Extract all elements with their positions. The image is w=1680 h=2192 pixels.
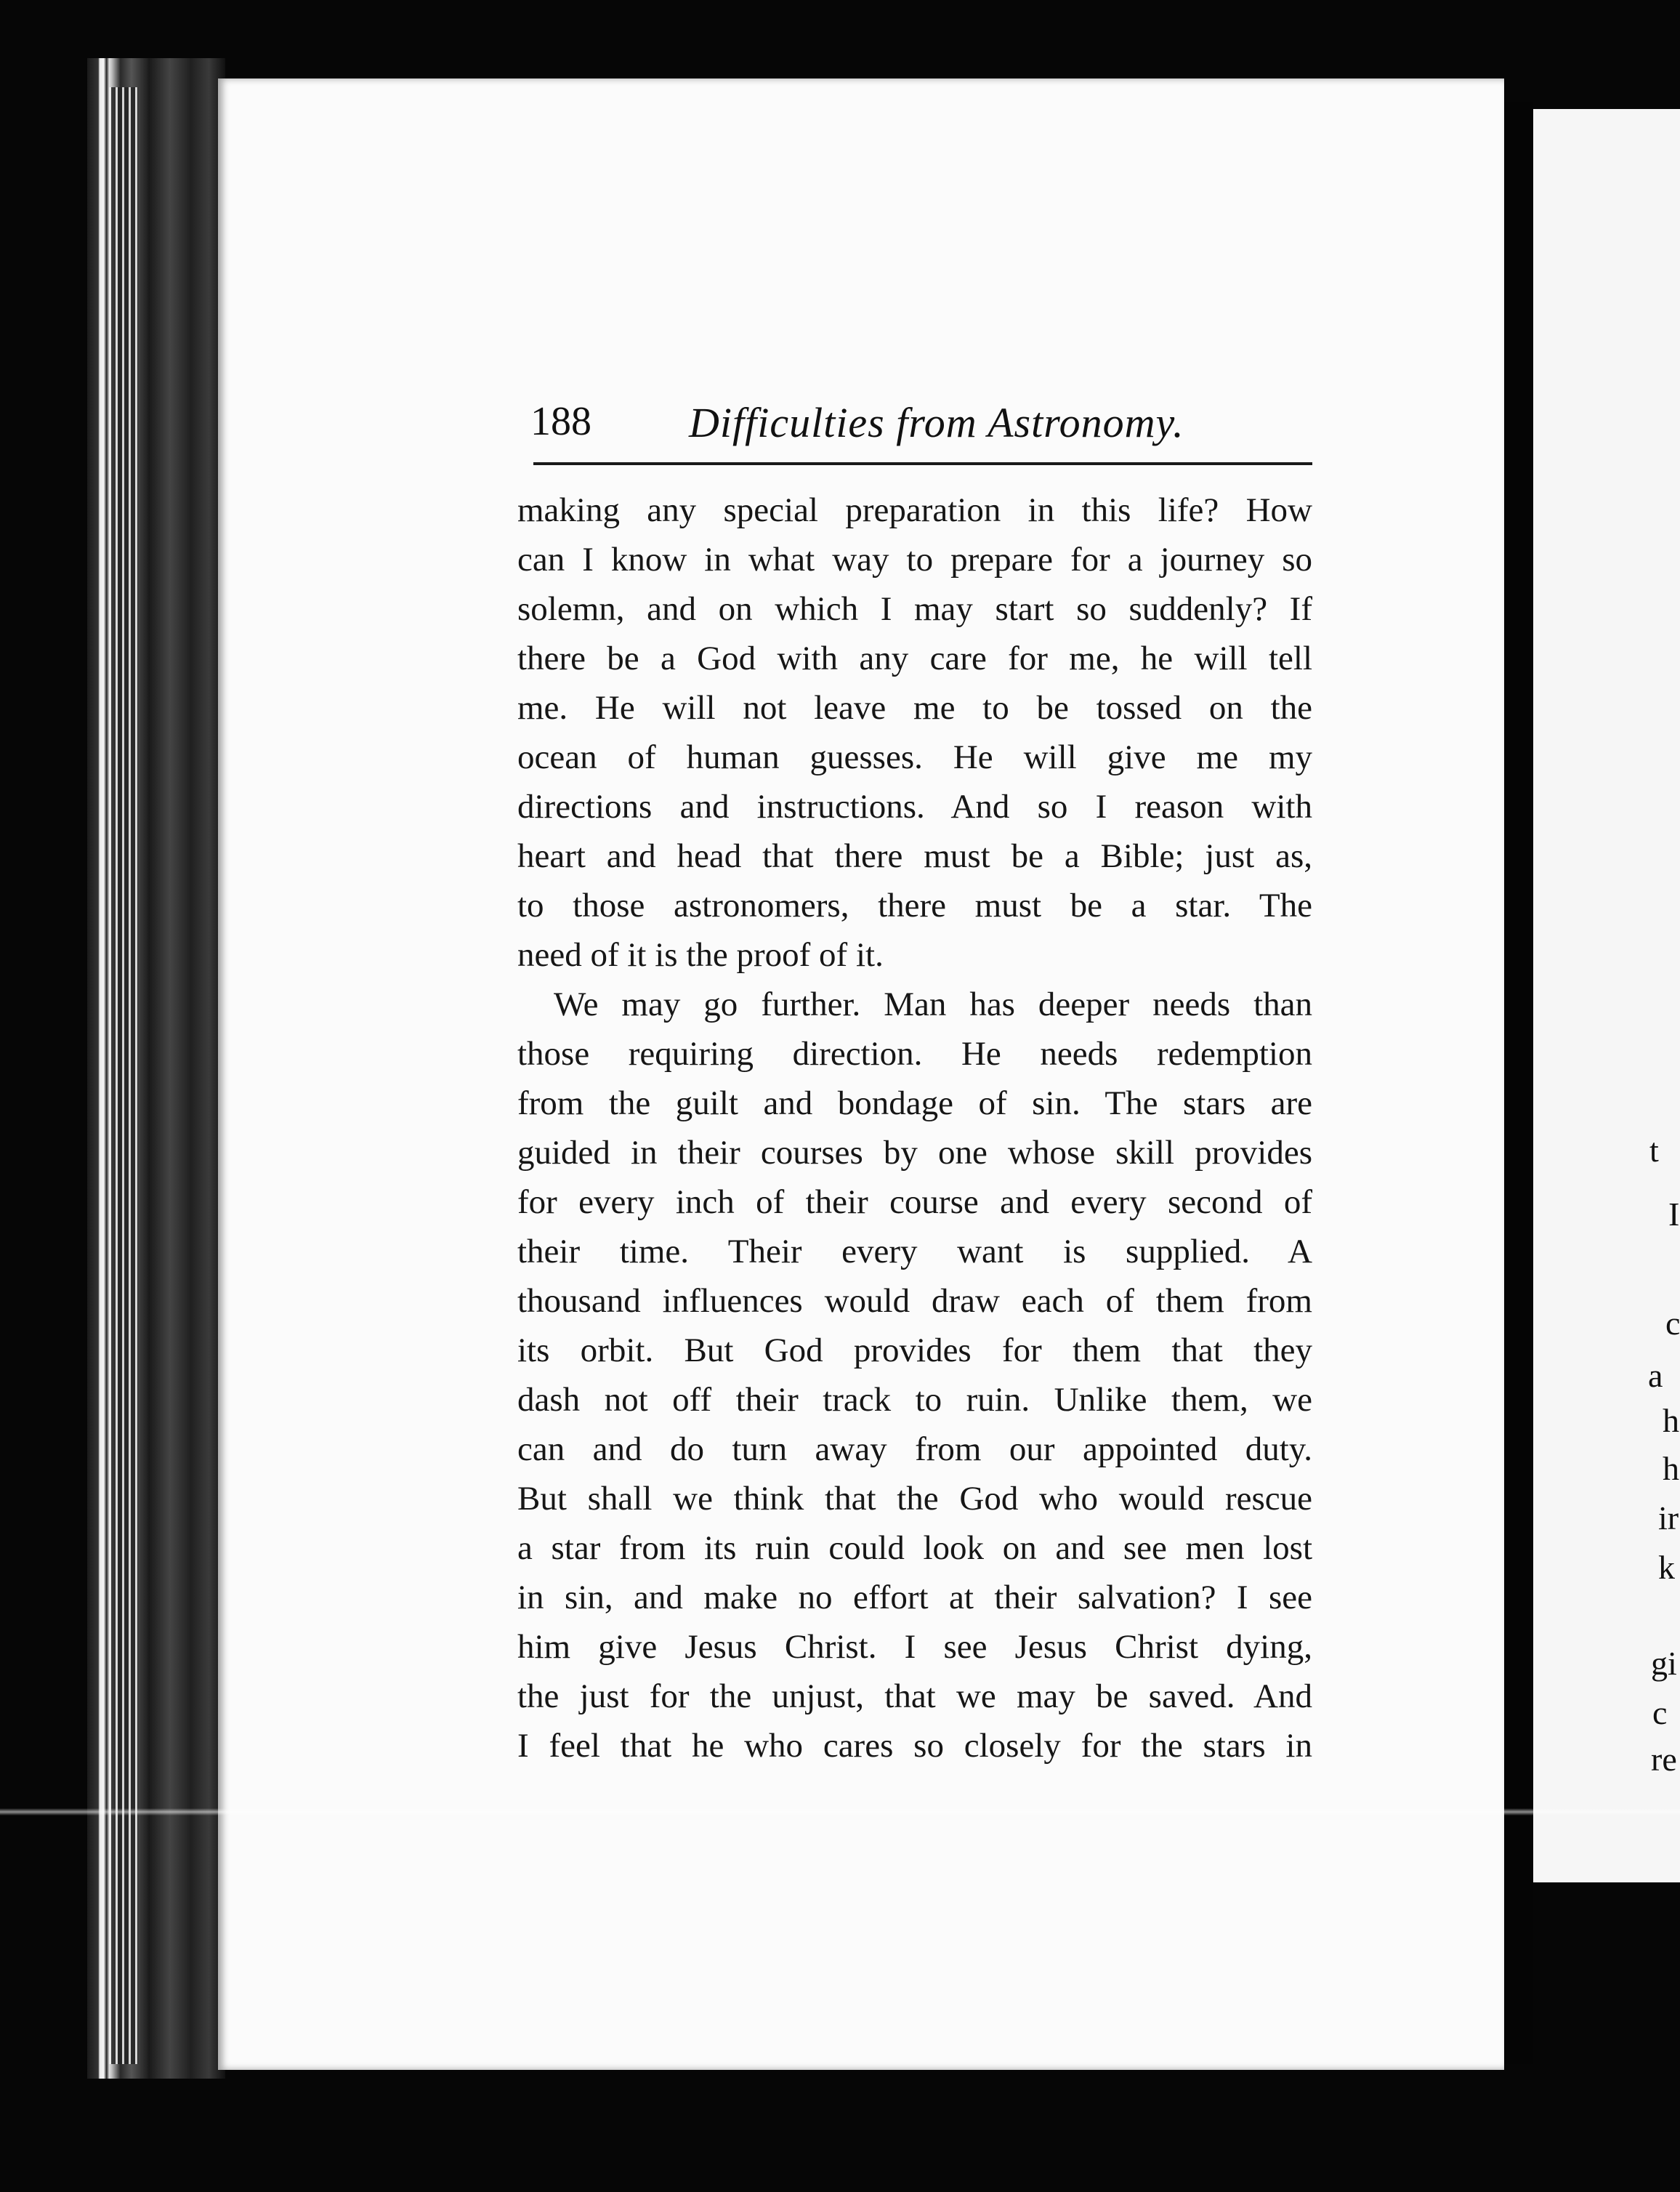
text-line: thousand influences would draw each of them from <box>517 1282 1312 1320</box>
facing-fragment: gi <box>1651 1645 1677 1682</box>
running-title: Difficulties from Astronomy. <box>689 399 1184 446</box>
facing-fragment: a <box>1648 1357 1663 1394</box>
text-line: can I know in what way to prepare for a journey so <box>517 541 1312 579</box>
text-line: me. He will not leave me to be tossed on the <box>517 689 1312 727</box>
text-line: guided in their courses by one whose skill provides <box>517 1134 1312 1172</box>
facing-fragment: re <box>1651 1741 1677 1778</box>
page-number: 188 <box>530 399 591 444</box>
facing-page <box>1533 109 1680 1882</box>
page-edges <box>109 87 138 2064</box>
facing-fragment: I <box>1668 1196 1680 1233</box>
text-line: dash not off their track to ruin. Unlike them, we <box>517 1381 1312 1419</box>
head-rule <box>533 462 1312 465</box>
text-line: to those astronomers, there must be a star. The <box>517 887 1312 924</box>
text-line: there be a God with any care for me, he will tell <box>517 640 1312 677</box>
text-line: directions and instructions. And so I reason with <box>517 788 1312 826</box>
book-page-stack <box>87 58 225 2079</box>
text-line: heart and head that there must be a Bible; just as, <box>517 837 1312 875</box>
text-line: in sin, and make no effort at their salvation? I see <box>517 1579 1312 1616</box>
text-line: the just for the unjust, that we may be saved. And <box>517 1677 1312 1715</box>
facing-fragment: k <box>1658 1549 1675 1586</box>
facing-fragment: h <box>1663 1402 1679 1439</box>
text-line: a star from its ruin could look on and see men lost <box>517 1529 1312 1567</box>
facing-fragment: c <box>1665 1305 1680 1342</box>
text-line: making any special preparation in this life? How <box>517 491 1312 529</box>
facing-fragment: t <box>1649 1132 1659 1169</box>
scan-streak <box>0 1808 1680 1816</box>
text-line: We may go further. Man has deeper needs than <box>554 986 1312 1023</box>
book-gutter <box>1504 102 1533 2064</box>
facing-fragment: ir <box>1658 1499 1679 1536</box>
text-line: him give Jesus Christ. I see Jesus Christ dying, <box>517 1628 1312 1666</box>
text-line: for every inch of their course and every second of <box>517 1183 1312 1221</box>
facing-fragment: c <box>1652 1694 1668 1731</box>
text-line: ocean of human guesses. He will give me my <box>517 738 1312 776</box>
text-line: can and do turn away from our appointed duty. <box>517 1430 1312 1468</box>
text-line: from the guilt and bondage of sin. The stars are <box>517 1084 1312 1122</box>
body-text <box>517 485 1312 1770</box>
text-line: its orbit. But God provides for them that they <box>517 1331 1312 1369</box>
facing-fragment: h <box>1663 1450 1679 1487</box>
paragraph <box>517 980 1312 1770</box>
text-line: those requiring direction. He needs redemption <box>517 1035 1312 1073</box>
text-line: need of it is the proof of it. <box>517 936 884 974</box>
text-line: their time. Their every want is supplied. A <box>517 1233 1312 1270</box>
paragraph <box>517 485 1312 980</box>
running-head <box>530 398 1315 456</box>
text-line: I feel that he who cares so closely for the stars in <box>517 1727 1312 1765</box>
text-line: But shall we think that the God who would rescue <box>517 1480 1312 1518</box>
text-line: solemn, and on which I may start so suddenly? If <box>517 590 1312 628</box>
